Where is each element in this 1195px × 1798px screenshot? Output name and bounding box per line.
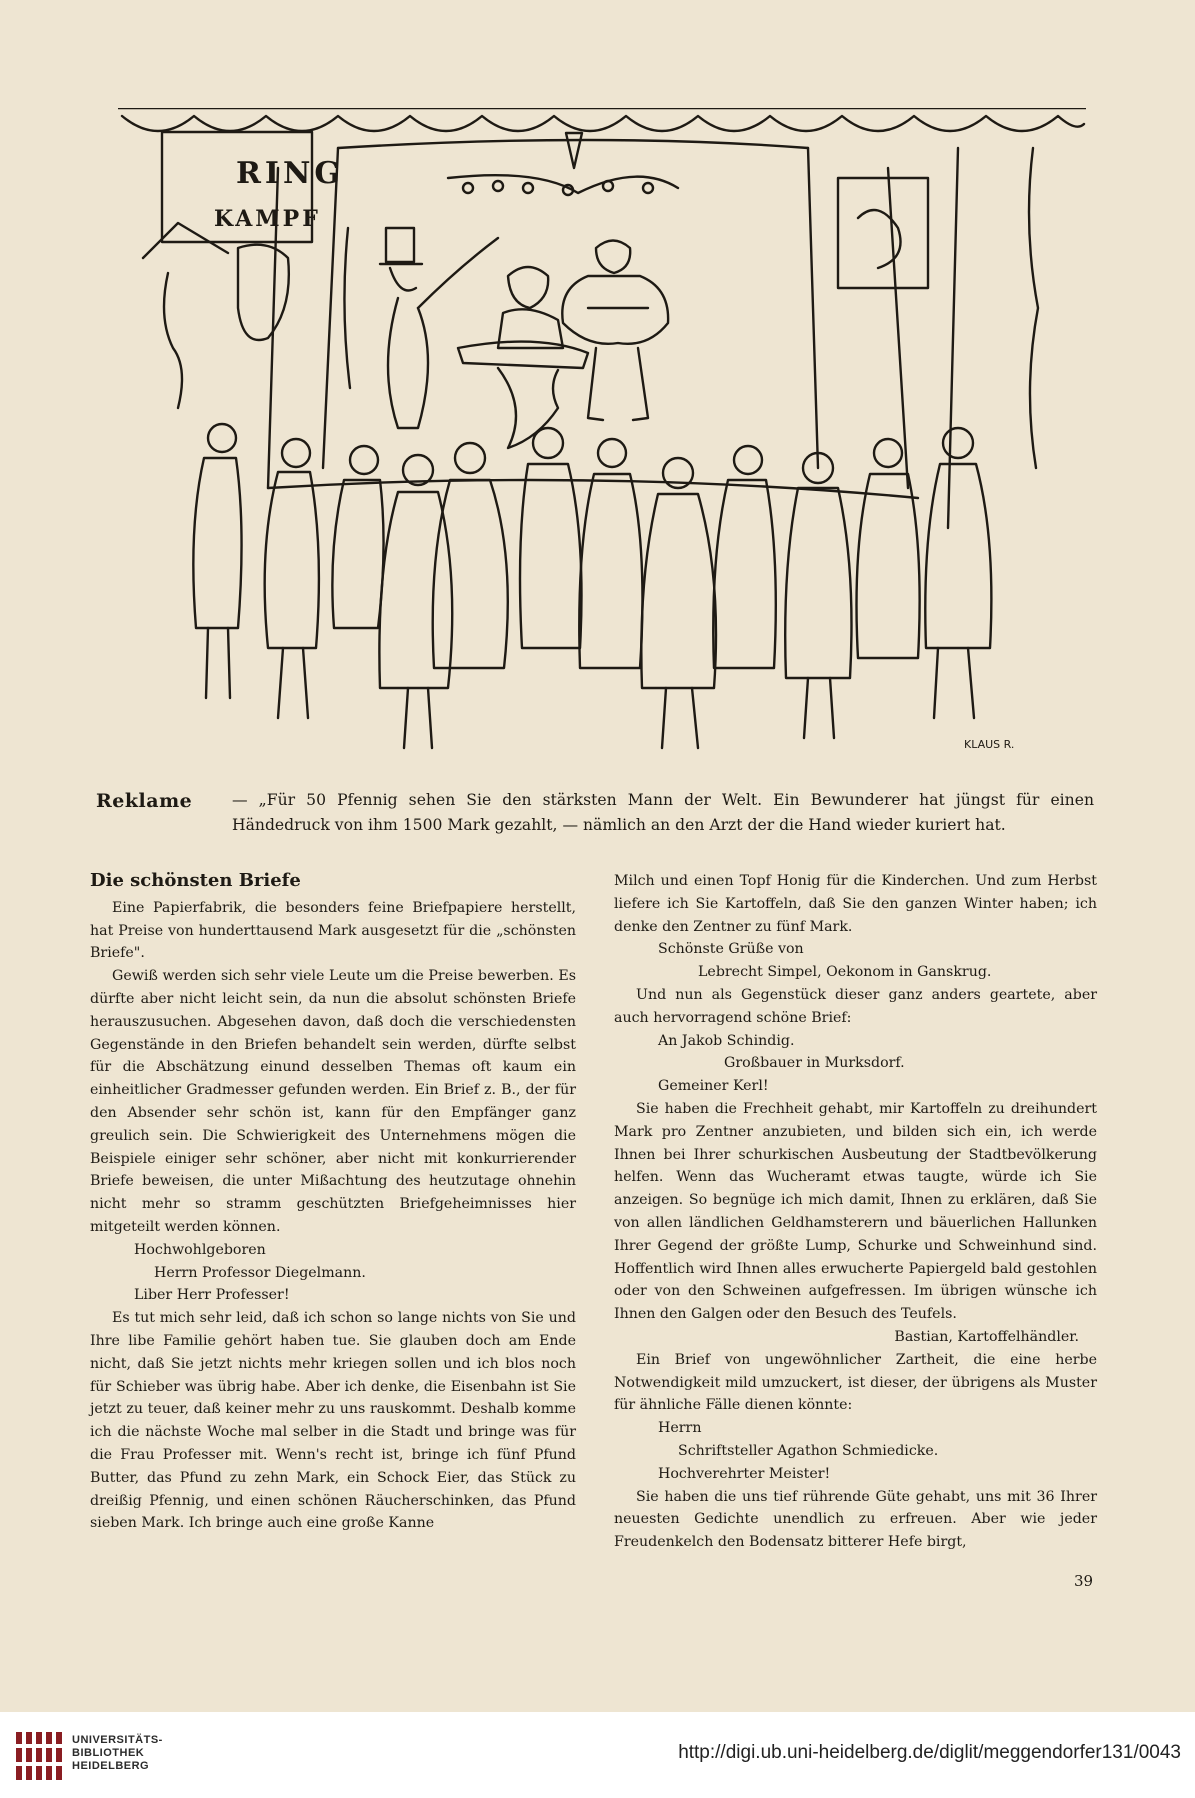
caption-title: Reklame <box>96 790 193 812</box>
letter-greeting: Gemeiner Kerl! <box>658 1078 769 1095</box>
article-right-column <box>614 870 1097 1554</box>
paragraph: Gewiß werden sich sehr viele Leute um die Preise bewerben. Es dürfte aber nicht leicht sein, da nun die absolut schönsten Briefe herauszusuchen. Abgesehen davon, daß doch die verschiedensten Gegenstände in den Briefen behandelt sein werden, dürfte selbst für die Abschätzung einund desselben Themas oft kaum ein einheitlicher Gradmesser gefunden werden. Ein Brief z. B., der für den Absender sehr schön ist, kann für den Empfänger ganz greulich sein. Die Schwierigkeit des Unternehmens mögen die Beispiele einiger sehr schöner, aber nicht mit konkurrierender Briefe beweisen, die unter Mißachtung des heutzutage ohnehin nicht mehr so stramm geschützten Briefgeheimnisses hier mitgeteilt werden können. <box>90 968 576 1235</box>
paragraph: Sie haben die uns tief rührende Güte gehabt, uns mit 36 Ihrer neuesten Gedichte unendlich zu erfreuen. Aber wie jeder Freudenkelch den Bodensatz bitterer Hefe birgt, <box>614 1488 1097 1551</box>
library-footer <box>0 1712 1195 1798</box>
university-logo-icon <box>14 1728 64 1784</box>
article-left-column <box>90 870 576 1535</box>
paragraph: Eine Papierfabrik, die besonders feine Briefpapiere herstellt, hat Preise von hunderttausend Mark ausgesetzt für die „schönsten Briefe". <box>90 899 576 962</box>
sign-kampf-text: KAMPF <box>214 206 321 232</box>
sign-ring-text: RING <box>236 156 345 191</box>
letter-salutation: Herrn <box>658 1420 702 1437</box>
letter-greeting: Liber Herr Professer! <box>134 1287 290 1304</box>
article-heading: Die schönsten Briefe <box>90 870 301 891</box>
paragraph: Sie haben die Frechheit gehabt, mir Kartoffeln zu dreihundert Mark pro Zentner anzubieten, und bilden sich ein, ich werde Ihnen bei Ihrer schurkischen Ausbeutung der Stadtbevölkerung helfen. Wenn das Wucheramt etwas taugte, würde ich Sie anzeigen. So begnüge ich mich damit, Ihnen zu erklären, daß Sie von allen ländlichen Geldhamsterern und bäuerlichen Hallunken Ihrer Gegend der größte Lump, Schurke und Schweinhund sind. Hoffentlich wird Ihnen alles erwucherte Papiergeld bald gestohlen oder von den Schweinen aufgefressen. Im übrigen wünsche ich Ihnen den Galgen oder den Besuch des Teufels. <box>614 1100 1097 1323</box>
letter-recipient: An Jakob Schindig. <box>658 1032 795 1049</box>
letter-recipient: Herrn Professor Diegelmann. <box>154 1264 366 1281</box>
logo-line: UNIVERSITÄTS- <box>72 1734 163 1746</box>
source-url-link[interactable]: http://digi.ub.uni-heidelberg.de/diglit/meggendorfer131/0043 <box>678 1742 1181 1763</box>
paragraph: Und nun als Gegenstück dieser ganz anders geartete, aber auch hervorragend schöne Brief: <box>614 986 1097 1026</box>
letter-recipient: Schriftsteller Agathon Schmiedicke. <box>678 1442 939 1459</box>
letter-sender: Lebrecht Simpel, Oekonom in Ganskrug. <box>698 964 992 981</box>
letter-recipient-title: Großbauer in Murksdorf. <box>724 1055 905 1072</box>
university-name <box>72 1734 163 1773</box>
paragraph: Ein Brief von ungewöhnlicher Zartheit, die eine herbe Notwendigkeit mild umzuckert, ist dieser, der übrigens als Muster für ähnliche Fälle dienen könnte: <box>614 1351 1097 1414</box>
cartoon-illustration <box>118 108 1086 770</box>
paragraph: Milch und einen Topf Honig für die Kinderchen. Und zum Herbst liefere ich Sie Kartoffeln, daß Sie den ganzen Winter haben; ich denke den Zentner zu fünf Mark. <box>614 873 1097 935</box>
caption-text: — „Für 50 Pfennig sehen Sie den stärksten Mann der Welt. Ein Bewunderer hat jüngst für einen Händedruck von ihm 1500 Mark gezahlt, — nämlich an den Arzt der die Hand wieder kuriert hat. <box>232 791 1094 834</box>
page-number: 39 <box>1074 1572 1094 1590</box>
cartoon-drawing <box>118 108 1086 770</box>
logo-line: BIBLIOTHEK <box>72 1747 145 1759</box>
letter-salutation: Hochwohlgeboren <box>134 1241 266 1258</box>
paragraph: Es tut mich sehr leid, daß ich schon so lange nichts von Sie und Ihre libe Familie gehört haben tue. Sie glauben doch am Ende nicht, daß Sie jetzt nichts mehr kriegen sollen und ich blos noch für Schieber was übrig habe. Aber ich denke, die Eisenbahn ist Sie jetzt zu teuer, daß keiner mehr zu uns rauskommt. Deshalb komme ich die nächste Woche mal selber in die Stadt und bringe was für die Frau Professer mit. Wenn's recht ist, bringe ich fünf Pfund Butter, das Pfund zu zehn Mark, ein Schock Eier, das Stück zu dreißig Pfennig, und einen schönen Räucherschinken, das Pfund sieben Mark. Ich bringe auch eine große Kanne <box>90 1310 576 1532</box>
letter-sender: Bastian, Kartoffelhändler. <box>894 1328 1079 1345</box>
artist-signature: KLAUS R. <box>964 738 1015 751</box>
logo-line: HEIDELBERG <box>72 1760 150 1772</box>
letter-closing: Schönste Grüße von <box>658 941 804 958</box>
letter-greeting: Hochverehrter Meister! <box>658 1465 831 1482</box>
